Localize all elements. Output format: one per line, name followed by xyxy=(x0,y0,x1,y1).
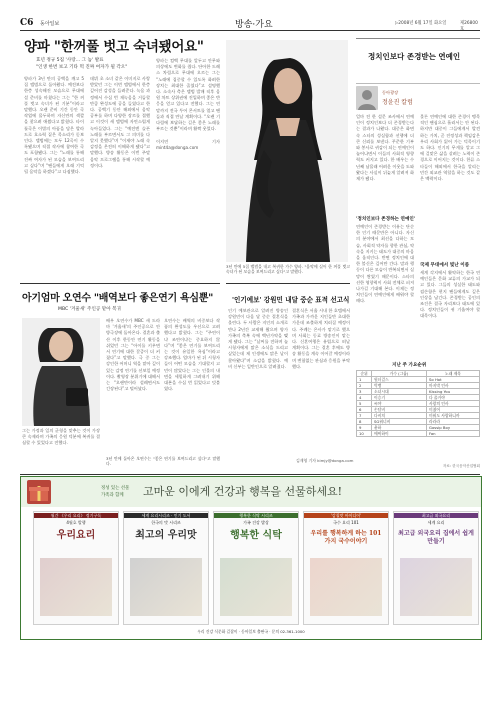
song-cell: 미워도 사랑하니까 xyxy=(427,413,480,419)
ad-kicker-1: 정성 있는 선물 xyxy=(101,486,130,491)
book-cover-photo xyxy=(400,558,472,616)
column-body-col2b: 세계 각지에서 활약하는 한국 연예인들은 문화 교류의 가교가 되고 있다. 그들의 성실한 태도와 겸손함은 현지 팬들에게도 깊은 인상을 남긴다. 존경받는 공인의 조건은 결국 자리보다 태도에 있다. 정치인들이 귀 기울여야 할 대목이다. xyxy=(420,270,480,319)
song-cell: 라라라 xyxy=(427,419,480,425)
book-tag: 한국의 맛 시리즈 xyxy=(151,520,181,525)
book-tag: 가족 건강 밥상 xyxy=(243,520,269,525)
singer-figure-icon xyxy=(226,40,348,262)
actress-body-col0: 그는 가정과 일의 균형을 맞추는 것이 가장 큰 숙제라며 가족의 응원 덕분에 복귀를 결심할 수 있었다고 전했다. xyxy=(22,428,100,446)
song-cell: 다 줄거야 xyxy=(427,395,480,401)
rank-cell: 5 xyxy=(357,401,372,407)
artist-cell: 원더걸스 xyxy=(372,377,427,383)
singer-photo xyxy=(226,40,348,262)
paper-name: 동아일보 xyxy=(40,21,60,27)
book-label: 월간 《우리 요리》 정기구독 xyxy=(34,513,118,518)
song-cell: Kissing You xyxy=(427,389,480,395)
rank-cell: 10 xyxy=(357,431,372,437)
artist-cell: 빅뱅 xyxy=(372,383,427,389)
section-title: 방송·가요 xyxy=(235,20,273,30)
book-cover-photo xyxy=(40,558,112,616)
column-title: 정치인보다 존경받는 연예인 xyxy=(368,52,461,61)
song-cell: 미쳤어 xyxy=(427,407,480,413)
column-body-col2: 물론 연예인에 대한 존경이 맹목적인 팬심으로 흘러서는 안 된다. 하지만 대중이 그들에게서 발견하는 가치, 곧 진정성과 책임감은 우리 사회가 잃어 가는 덕목이기도 하다. 인기의 무게를 알고 그에 걸맞은 삶을 살려는 노력이 존경으로 이어지는 것이다. 한류 스타들이 해외에서 한국을 알리는 민간 외교관 역할을 하는 것도 같은 맥락이다. xyxy=(420,114,480,182)
page-number: C6 xyxy=(20,18,34,28)
actress-photo-caption: 3년 만에 돌아온 오연수는 "좋은 연기를 보여드리고 싶다"고 말했다. xyxy=(106,456,220,466)
music-chart-box xyxy=(356,362,480,470)
actress-photo xyxy=(22,318,100,426)
lead-body-col3: 양파는 컴백 무대를 앞두고 안무와 의상에도 변화를 줬다. 단아한 드레스 차림으로 무대에 오르는 그는 “노래에 집중할 수 있도록 화려한 장치는 최대한 줄였다”고 설명했다. 소속사 측은 앨범 발매 직후 음원 차트 상위권에 진입하며 좋은 반응을 얻고 있다고 전했다. 그는 연말까지 전국 투어 콘서트를 열고 팬들과 직접 만날 계획이다. “오랜 기다림에 보답하는 길은 좋은 노래를 부르는 것뿐”이라며 활짝 웃었다. 이지연 기자 mint4a@donga.com xyxy=(156,58,220,150)
artist-cell: 에픽하이 xyxy=(372,431,427,437)
column-subhead-2: 국제 무대에서 빛난 이름 xyxy=(420,263,470,268)
book-cover-photo xyxy=(220,558,292,616)
ad-headline: 고마운 이에게 건강과 행복을 선물하세요! xyxy=(143,485,343,498)
rank-cell: 3 xyxy=(357,389,372,395)
rank-cell: 6 xyxy=(357,407,372,413)
music-chart-source: 자료: 한국음악산업협회 xyxy=(442,464,480,468)
book-tag: 세계 요리 xyxy=(427,520,445,525)
column-box xyxy=(356,38,480,84)
header-rule xyxy=(20,30,480,31)
issue-date: ▷2008년 6월 17일 화요일 xyxy=(395,21,447,26)
book-label: '감칠맛 아이디어' xyxy=(304,513,388,518)
mid-body-col2: 결혼식은 서울 시내 한 호텔에서 가족과 가까운 지인들만 초대한 가운데 조촐하게 치러질 예정이다. 주례는 은사가 맡기로 했으며 사회는 동료 방송인이 맡는다. 신혼여행은 유럽으로 떠날 계획이다. 그는 결혼 후에도 방송 활동을 계속 이어갈 예정이라며 변함없는 관심과 응원을 부탁했다. xyxy=(292,308,350,369)
song-cell: So Hot xyxy=(427,377,480,383)
ad-top-rule xyxy=(20,474,480,475)
lead-body-col1: 양파가 3년 만의 공백을 깨고 5집 앨범으로 돌아왔다. 예전보다 한층 성숙해진 모습으로 무대에 설 준비를 마쳤다는 그는 “한 꺼풀 벗고 숙녀가 된 기분”이라고 말했다. 오랜 준비 기간 동안 곡 작업에 몰두하며 자신만의 색깔을 찾으려 애썼다고 밝혔다. 타이틀곡은 이별의 아픔을 담은 발라드로 호소력 짙은 목소리가 돋보인다. 앨범에는 모두 12곡이 수록됐으며 직접 작사에 참여한 곡도 포함됐다. 그는 “노래를 통해 진짜 여자가 된 모습을 보여드리고 싶다”며 “팬들에게 오래 기억될 음악을 하겠다”고 다짐했다. xyxy=(24,76,84,175)
rank-cell: 2 xyxy=(357,383,372,389)
actress-body-col2: 오연수는 배역의 비중보다 작품의 완성도를 우선으로 고려했다고 밝혔다. 그는 “주연이냐 조연이냐는 중요하지 않다”며 “좋은 연기를 보여드리는 것이 유일한 욕심”이라고 강조했다. 엄마가 된 뒤 시청자들이 어떤 모습을 기대할지 고민이 많았다는 그는 인물의 내면을 세밀하게 그려내기 위해 대본을 수십 번 읽었다고 덧붙였다. xyxy=(164,318,220,392)
rank-cell: 1 xyxy=(357,377,372,383)
columnist-photo xyxy=(356,86,378,110)
book-card[interactable] xyxy=(213,511,299,625)
actress-subhead: MBC '겨울새' 주인공 맡아 복귀 xyxy=(58,307,121,312)
book-label: 행복한 식탁 시리즈 xyxy=(214,513,298,518)
ad-books-row xyxy=(21,511,481,627)
column-body-col1: 얼마 전 한 설문 조사에서 연예인이 정치인보다 더 존경받는다는 결과가 나왔다. 대중은 화면 속 스타의 성실함과 선행에 더 큰 신뢰를 보낸다. 꾸준한 기부와 봉사로 귀감이 되는 연예인이 늘어나면서 이들의 사회적 영향력도 커지고 있다. 한 배우는 수년째 남몰래 어려운 이웃을 도와 왔다는 사실이 뒤늦게 알려져 화제가 됐다. xyxy=(356,114,414,182)
mid-headline: '인기예보' 강원민 내달 중순 표적 선고식 xyxy=(232,296,350,304)
actress-body-col1: 배우 오연수가 MBC 새 드라마 '겨울새'의 주인공으로 안방극장에 돌아온다. 결혼과 출산 이후 한동안 연기 활동을 쉬었던 그는 “아이를 키우면서 연기에 대한 갈증이 더 커졌다”고 말했다. 극 중 그는 강인한 어머니 역을 맡아 깊이 있는 감정 연기를 선보일 예정이다. 촬영장 분위기에 대해서는 “오랜만이라 설레면서도 긴장된다”고 털어놨다. xyxy=(106,318,160,392)
book-card[interactable] xyxy=(303,511,389,625)
music-chart-table xyxy=(356,370,480,437)
book-tag: 4월호 발행 xyxy=(66,520,86,525)
book-title: 우리요리 xyxy=(56,530,96,541)
issue-number: 제26800 xyxy=(460,21,478,26)
book-card[interactable] xyxy=(123,511,209,625)
column-author: 정윤진 칼럼 xyxy=(382,99,413,106)
singer-photo-caption: 3년 만에 5집 앨범을 내고 복귀한 가수 양파. "음악에 실어 한 꺼풀 벗고 숙녀가 된 모습을 보여드리고 싶다"고 말했다. xyxy=(226,264,350,274)
song-cell: 마지막 인사 xyxy=(427,383,480,389)
book-title: 최고의 우리맛 xyxy=(135,530,197,541)
column-section-head: '정치인보다 존경하는 연예인' xyxy=(356,217,416,222)
book-title: 최고급 외국요리 집에서 쉽게 만들기 xyxy=(398,530,474,545)
lead-headline: 양파 "한꺼풀 벗고 숙녀됐어요" xyxy=(24,39,204,55)
col-rank: 순위 xyxy=(357,371,372,377)
book-label: 최고급 외국요리 xyxy=(394,513,478,518)
song-cell: Gossip Boy xyxy=(427,425,480,431)
lead-subhead-2: "인생 한번 보고 기타 떡 진짜 여자가 될 각오" xyxy=(36,65,128,70)
artist-cell: 손담비 xyxy=(372,407,427,413)
actress-headline: 아기엄마 오연수 "배역보다 좋은연기 욕심뿐" xyxy=(22,293,214,304)
book-card[interactable] xyxy=(393,511,479,625)
mid-byline: 김재영 기자 kimjy@donga.com xyxy=(296,458,354,463)
mid-body-col1: 인기 예보관으로 알려진 방송인 강원민이 다음 달 중순 결혼식을 올린다. 두 사람은 지인의 소개로 만나 2년간 교제해 왔으며 양가 가족의 축복 속에 백년가약을 맺게 됐다. 그는 “날씨를 전하며 늘 시청자에게 맑은 소식을 드리고 싶었는데 제 인생에도 맑은 날이 찾아왔다”며 소감을 밝혔다. 예비 신부는 일반인으로 알려졌다. xyxy=(228,308,288,369)
col-artist: 가수 (그룹) xyxy=(372,371,427,377)
song-cell: 사랑의 인사 xyxy=(427,401,480,407)
artist-cell: 윤하 xyxy=(372,425,427,431)
rank-cell: 4 xyxy=(357,395,372,401)
rank-cell: 7 xyxy=(357,413,372,419)
lead-body-col2: 데뷔 초 소녀 같은 이미지로 사랑받았던 그는 이번 앨범에서 한층 깊어진 감성을 들려준다. 녹음 과정에서 수십 번 재녹음을 거듭할 만큼 완성도에 공을 들였다고 한다. 공백기 동안 해외에서 음악 공부를 하며 다양한 장르를 접했고 이것이 새 앨범에 자연스럽게 녹아들었다. 그는 “예전엔 슬픈 노래를 부르면서도 그 의미를 다 알지 못했다”며 “이제야 노래 속 감정을 온전히 이해하게 됐다”고 말했다. 방송 활동은 이번 주말 음악 프로그램을 통해 시작할 예정이다. xyxy=(90,76,150,168)
gift-box-icon xyxy=(27,480,51,504)
person-icon xyxy=(356,86,378,110)
book-cover-photo xyxy=(310,558,382,616)
music-chart-row xyxy=(357,431,480,437)
column-tag: 동아광장 xyxy=(382,90,399,95)
book-title: 행복한 식탁 xyxy=(230,530,282,541)
actress-top-rule xyxy=(20,283,220,284)
ad-kicker-2: 가족과 함께 xyxy=(101,493,124,498)
ad-banner xyxy=(20,476,482,640)
col-song: 노래 제목 xyxy=(427,371,480,377)
book-cover-photo xyxy=(130,558,202,616)
ad-gift-image xyxy=(27,480,51,504)
book-tag: 국수 요리 101 xyxy=(333,520,359,525)
ad-footer: 우리 건강 식문화 길잡이 · 동아일보 출판국 · 문의 02-361-1000 xyxy=(197,629,305,634)
lead-subhead-1: 효년 정규 5집 '사랑… 그 놈' 발표 xyxy=(36,58,104,63)
song-cell: Fan xyxy=(427,431,480,437)
artist-cell: SG워너비 xyxy=(372,419,427,425)
music-chart-title: 지난 주 가요순위 xyxy=(392,363,427,368)
rank-cell: 8 xyxy=(357,419,372,425)
book-title: 우리를 행복하게 하는 101가지 국수이야기 xyxy=(310,530,382,545)
actress-figure-icon xyxy=(22,318,100,426)
artist-cell: 소녀시대 xyxy=(372,389,427,395)
mid-top-rule xyxy=(226,283,350,284)
book-label: 세계 요리시리즈 · 인기 도서 xyxy=(124,513,208,518)
column-body-col1b: 연예인이 존경받는 이유는 단순한 인기 때문만은 아니다. 자신의 분야에서 최선을 다하는 모습, 사회적 약자를 향한 관심, 약속을 지키는 태도가 대중의 마음을 움직인다. 반면 정치인에 대한 불신은 깊어만 간다. 말과 행동이 다른 모습이 반복되면서 실망이 쌓였기 때문이다. 스타의 선한 영향력이 사회 전체로 퍼져 나가길 기대해 본다. 이제는 정치인들이 연예인에게 배워야 할 때다. xyxy=(356,224,414,304)
artist-cell: 씨야 xyxy=(372,401,427,407)
artist-cell: 이승기 xyxy=(372,395,427,401)
book-card[interactable] xyxy=(33,511,119,625)
page-header xyxy=(20,18,480,28)
rank-cell: 9 xyxy=(357,425,372,431)
artist-cell: 다비치 xyxy=(372,413,427,419)
lead-byline: 이지연 기자 mint4a@donga.com xyxy=(156,138,220,150)
